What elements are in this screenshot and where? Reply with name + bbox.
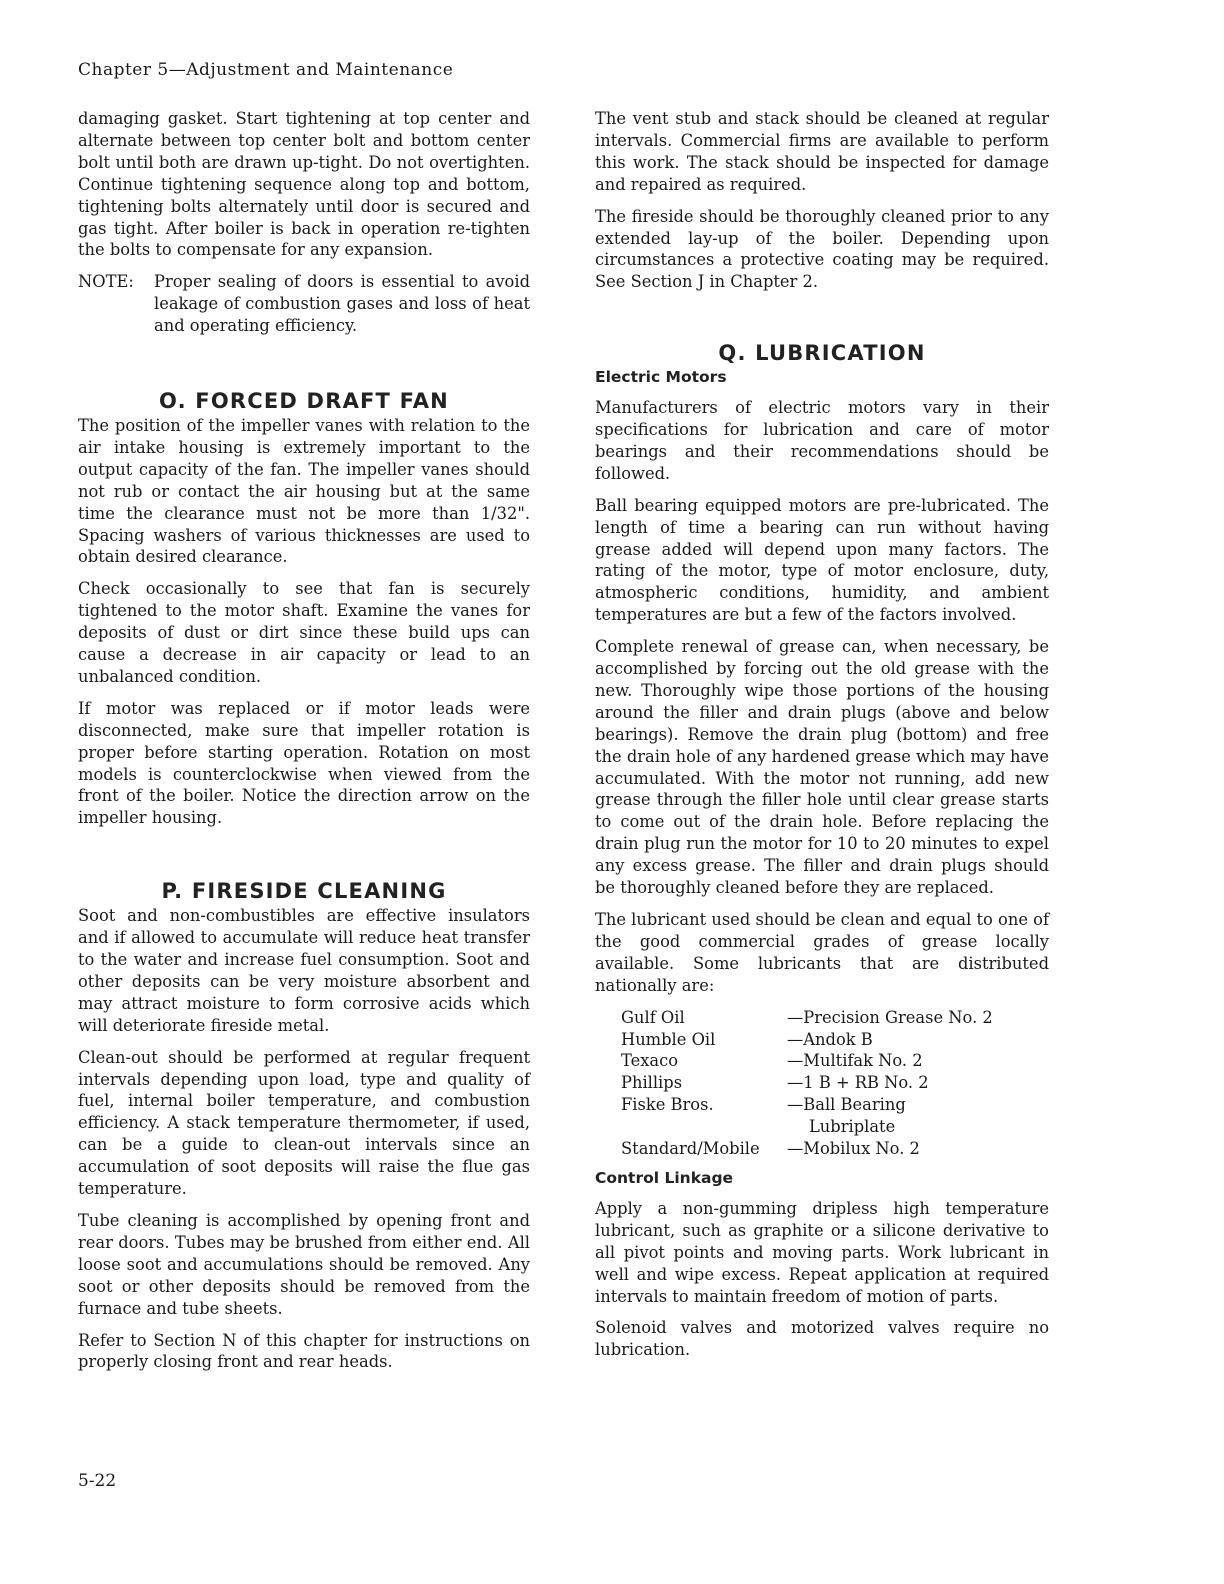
paragraph: Apply a non-gumming dripless high temperature lubricant, such as graphite or a silicone derivative to all pivot points and moving parts. Work lubricant in well and wipe excess. Repeat application at required intervals to maintain freedom of motion of parts. [595, 1198, 1049, 1306]
table-row [621, 1116, 993, 1138]
grease-brand: Gulf Oil [621, 1007, 685, 1027]
paragraph: damaging gasket. Start tightening at top center and alternate between top center bolt and bottom center bolt until both are drawn up-tight. Do not overtighten. Continue tightening sequence along top and bottom, tightening bolts alternately until door is secured and gas tight. After boiler is back in operation re-tighten the bolts to compensate for any expansion. [78, 109, 530, 260]
table-row [621, 1029, 993, 1051]
paragraph: Tube cleaning is accomplished by opening front and rear doors. Tubes may be brushed from either end. All loose soot and accumulations should be removed. Any soot or other deposits should be removed from the furnace and tube sheets. [78, 1210, 530, 1318]
running-head: Chapter 5—Adjustment and Maintenance [78, 60, 454, 80]
paragraph: Complete renewal of grease can, when necessary, be accomplished by forcing out the old grease with the new. Thoroughly wipe those portions of the housing around the filler and drain plugs (above and below bearings). Remove the drain plug (bottom) and free the drain hole of any hardened grease which may have accumulated. With the motor not running, add new grease through the filler hole until clear grease starts to come out of the drain hole. Before replacing the drain plug run the motor for 10 to 20 minutes to expel any excess grease. The filler and drain plugs should be thoroughly cleaned before they are replaced. [595, 637, 1049, 898]
paragraph: Check occasionally to see that fan is securely tightened to the motor shaft. Examine the vanes for deposits of dust or dirt since these build ups can cause a decrease in air capacity or lead to an unbalanced condition. [78, 579, 530, 686]
table-row [621, 1138, 993, 1160]
grease-product: —Andok B [787, 1029, 873, 1049]
paragraph: The position of the impeller vanes with relation to the air intake housing is extremely important to the output capacity of the fan. The impeller vanes should not rub or contact the air housing but at the same time the clearance must not be more than 1/32". Spacing washers of various thicknesses are used to obtain desired clearance. [78, 415, 530, 567]
table-row [621, 1007, 993, 1029]
table-row [621, 1094, 993, 1116]
grease-product: —Mobilux No. 2 [787, 1139, 920, 1159]
section-p-heading: P. FIRESIDE CLEANING [161, 879, 447, 904]
subheading-control-linkage: Control Linkage [595, 1168, 734, 1187]
paragraph: The lubricant used should be clean and equal to one of the good commercial grades of grease locally available. Some lubricants that are distributed nationally are: [595, 910, 1049, 995]
paragraph: The vent stub and stack should be cleaned at regular intervals. Commercial firms are available to perform this work. The stack should be inspected for damage and repaired as required. [595, 109, 1049, 194]
grease-brand: Standard/Mobile [621, 1139, 760, 1159]
left-column [78, 108, 530, 1383]
page-number: 5-22 [78, 1471, 117, 1491]
grease-brand [621, 1116, 787, 1138]
grease-product: Lubriplate [809, 1117, 896, 1137]
note-label: NOTE: [78, 272, 134, 292]
note-text: Proper sealing of doors is essential to avoid leakage of combustion gases and loss of heat and operating efficiency. [154, 272, 530, 336]
table-row [621, 1050, 993, 1072]
paragraph: Soot and non-combustibles are effective insulators and if allowed to accumulate will reduce heat transfer to the water and increase fuel consumption. Soot and other deposits can be very moisture absorbent and may attract moisture to form corrosive acids which will deteriorate fireside metal. [78, 906, 530, 1035]
grease-brand: Humble Oil [621, 1029, 716, 1049]
paragraph: Clean-out should be performed at regular frequent intervals depending upon load, type and quality of fuel, internal boiler temperature, and combustion efficiency. A stack temperature thermometer, if used, can be a guide to clean-out intervals since an accumulation of soot deposits will raise the flue gas temperature. [78, 1047, 530, 1199]
table-row [621, 1072, 993, 1094]
note [78, 271, 530, 337]
paragraph: Solenoid valves and motorized valves require no lubrication. [595, 1318, 1049, 1360]
paragraph: If motor was replaced or if motor leads were disconnected, make sure that impeller rotation is proper before starting operation. Rotation on most models is counterclockwise when viewed from the front of the boiler. Notice the direction arrow on the impeller housing. [78, 698, 530, 828]
paragraph: Manufacturers of electric motors vary in their specifications for lubrication and care of motor bearings and their recommendations should be followed. [595, 398, 1049, 483]
grease-product: —Precision Grease No. 2 [787, 1007, 993, 1027]
right-column [595, 108, 1049, 1371]
paragraph: Ball bearing equipped motors are pre-lubricated. The length of time a bearing can run without having grease added will depend upon many factors. The rating of the motor, type of motor enclosure, duty, atmospheric conditions, humidity, and ambient temperatures are but a few of the factors involved. [595, 495, 1049, 625]
grease-product: —Ball Bearing [787, 1095, 906, 1115]
grease-table [621, 1007, 993, 1160]
section-q-heading: Q. LUBRICATION [718, 341, 926, 366]
grease-brand: Fiske Bros. [621, 1095, 714, 1115]
grease-product: —1 B + RB No. 2 [787, 1073, 929, 1093]
section-o-heading: O. FORCED DRAFT FAN [159, 389, 449, 414]
paragraph: Refer to Section N of this chapter for instructions on properly closing front and rear heads. [78, 1330, 530, 1372]
grease-brand: Phillips [621, 1073, 683, 1093]
grease-brand: Texaco [621, 1051, 679, 1071]
grease-product: —Multifak No. 2 [787, 1051, 923, 1071]
subheading-electric-motors: Electric Motors [595, 368, 727, 387]
paragraph: The fireside should be thoroughly cleaned prior to any extended lay-up of the boiler. Depending upon circumstances a protective coating may be required. See Section J in Chapter 2. [595, 206, 1049, 292]
